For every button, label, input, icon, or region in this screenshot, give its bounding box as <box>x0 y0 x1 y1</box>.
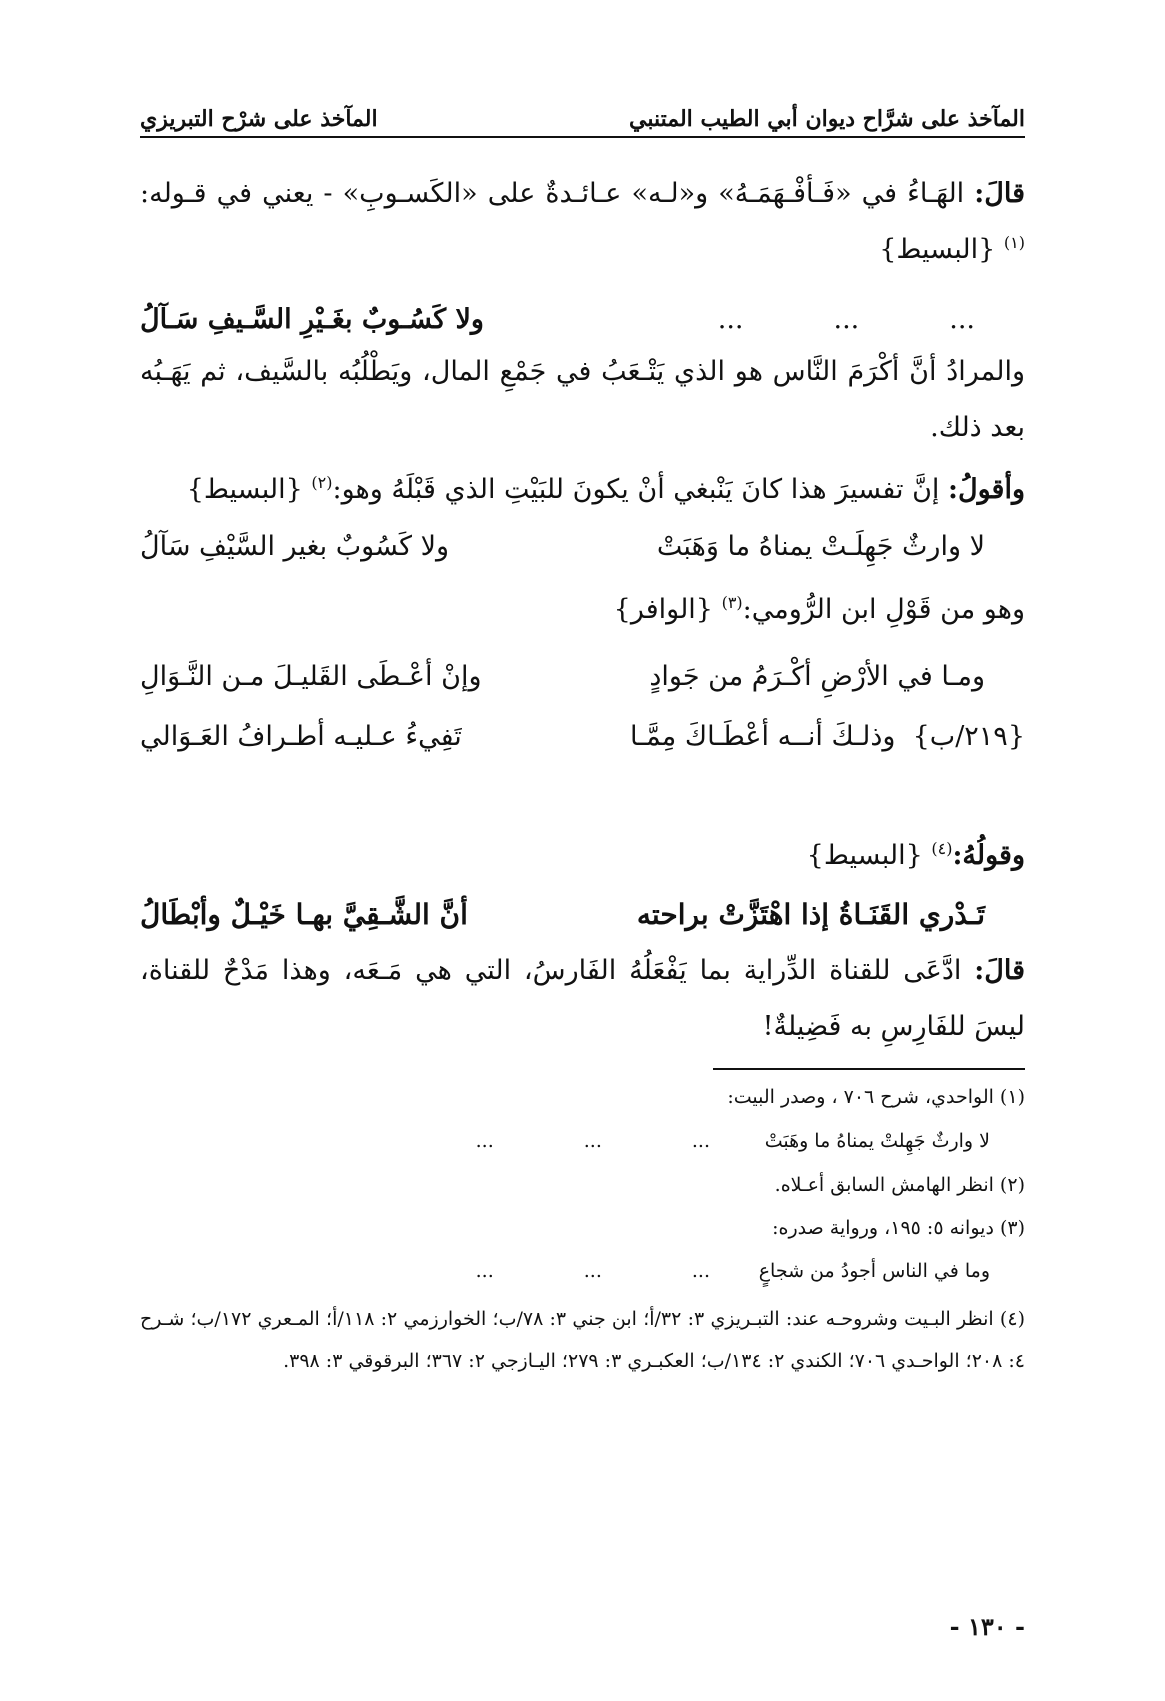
footnote-2: (٢) انظر الهامش السابق أعـلاه. <box>774 1174 1025 1196</box>
paragraph-ibn-rumi <box>140 582 1025 638</box>
footnote-ref: (٣) <box>721 593 743 612</box>
lead-word: قالَ: <box>974 178 1025 209</box>
meter-label: {البسيط} <box>879 234 1004 265</box>
lead-word: وقولُهُ: <box>952 840 1025 871</box>
ellipsis: ... <box>717 303 744 335</box>
paragraph-qala-2 <box>140 943 1025 1055</box>
paragraph-text: ادَّعَى للقناة الدِّراية بما يَفْعَلُهُ الفَارسُ، التي هي مَـعَه، وهذا مَدْحٌ للقناة، ليسَ للفَارِسِ به فَضِيلةٌ! <box>140 955 1025 1042</box>
verse-hemistich-first: تَـدْري القَنَـاةُ إذا اهْتَزَّتْ براحته <box>636 897 985 931</box>
lead-word: وأقولُ: <box>948 474 1025 505</box>
lead-word: قالَ: <box>974 955 1025 986</box>
footnote-3: (٣) ديوانه ٥: ١٩٥، ورواية صدره: <box>772 1217 1025 1239</box>
ellipsis: ... <box>949 303 975 335</box>
folio-marker: {٢١٩/ب} <box>912 720 1025 752</box>
meter-label: {البسيط} <box>186 474 312 505</box>
ellipsis: ... <box>691 1130 710 1152</box>
header-rule <box>140 136 1025 138</box>
paragraph-text: وهو من قَوْلِ ابن الرُّومي: <box>742 594 1025 625</box>
verse-hemistich-first: لا وارثٌ جَهِلَـتْ يمناهُ ما وَهَبَتْ <box>656 530 985 562</box>
verse-hemistich-second: تَفِيءُ عـليـه أطـرافُ العَـوَالي <box>140 720 462 752</box>
ellipsis: ... <box>833 303 860 335</box>
header-book-title: المآخذ على شرَّاح ديوان أبي الطيب المتنبي <box>629 106 1025 132</box>
footnote-ellipsis-group <box>476 1260 710 1282</box>
paragraph-qawluhu <box>140 828 1025 884</box>
footnote-rule <box>713 1068 1025 1070</box>
footnote-4: (٤) انظر البـيت وشروحـه عند: التبـريزي ٣: ٣٢/أ؛ ابن جني ٣: ٧٨/ب؛ الخوارزمي ٢: ١١٨/أ؛ المـعري ١٧٢/ب؛ شـرح ٤: ٢٠٨؛ الواحـدي ٧٠٦؛ الكندي ٢: ١٣٤/ب؛ العكبـري ٣: ٢٧٩؛ اليـازجي ٢: ٣٦٧؛ البرقوقي ٣: ٣٩٨. <box>140 1308 1025 1372</box>
paragraph-explanation <box>140 344 1025 456</box>
verse-hemistich-second: ولا كَسُوبٌ بغير السَّيْفِ سَآلُ <box>140 530 450 562</box>
ellipsis: ... <box>475 1130 494 1152</box>
paragraph-text: والمرادُ أنَّ أكْرَمَ النَّاس هو الذي يَتْـعَبُ في جَمْعِ المال، ويَطْلُبُه بالسَّيف، ثم يَهَـبُه بعد ذلك. <box>140 356 1025 443</box>
running-header <box>140 92 1025 132</box>
paragraph-text: إنَّ تفسيرَ هذا كانَ يَنْبغي أنْ يكونَ للبَيْتِ الذي قَبْلَهُ وهو: <box>332 474 949 505</box>
ellipsis: ... <box>475 1260 494 1282</box>
header-section-title: المآخذ على شرْح التبريزي <box>140 106 378 132</box>
verse-line <box>140 518 1025 574</box>
verse-hemistich-first <box>618 721 1025 752</box>
footnote-verse-text: وما في الناس أجودُ من شجاعٍ <box>758 1260 990 1282</box>
verse-hemistich-first: ومـا في الأرْضِ أكْـرَمُ من جَوادٍ <box>649 660 985 692</box>
paragraph-aqulu <box>140 462 1025 518</box>
meter-label: {البسيط} <box>806 840 932 871</box>
footnote-1: (١) الواحدي، شرح ٧٠٦ ، وصدر البيت: <box>727 1086 1025 1108</box>
elided-hemistich <box>618 304 1025 335</box>
verse-line <box>140 708 1025 764</box>
verse-hemistich-second: وإنْ أعْـطَى القَليـلَ مـن النَّـوَالِ <box>140 660 482 692</box>
verse-line <box>140 648 1025 704</box>
footnote-3-verse <box>140 1254 990 1288</box>
verse-hemistich-second: أنَّ الشَّـقِيَّ بهـا خَيْـلٌ وأبْطَالُ <box>140 897 468 931</box>
verse-line <box>140 291 1025 347</box>
ellipsis: ... <box>583 1260 602 1282</box>
verse-text: وذلـكَ أنــه أعْطَـاكَ مِمَّـا <box>630 720 896 752</box>
paragraph-text: الهَـاءُ في «فَـأفْـهَمَـهُ» و«لـه» عـائـدةٌ على «الكَسـوبِ» - يعني في قـوله: <box>140 178 975 209</box>
verse-line <box>140 886 1025 942</box>
verse-hemistich-second: ولا كَسُـوبٌ بغَـيْرِ السَّـيفِ سَـآلُ <box>140 303 484 335</box>
footnote-ref: (٤) <box>931 839 953 858</box>
footnote-ref: (٢) <box>311 473 333 492</box>
ellipsis: ... <box>691 1260 710 1282</box>
footnote-ellipsis-group <box>476 1130 710 1152</box>
footnote-1-verse <box>140 1124 990 1158</box>
paragraph-qala-1 <box>140 166 1025 278</box>
page-number: - ١٣٠ - <box>949 1612 1025 1641</box>
footnote-ref: (١) <box>1003 233 1025 252</box>
meter-label: {الوافر} <box>613 594 722 625</box>
footnote-verse-text: لا وارثٌ جَهِلتْ يمناهُ ما وهَبَتْ <box>764 1130 990 1152</box>
ellipsis: ... <box>583 1130 602 1152</box>
